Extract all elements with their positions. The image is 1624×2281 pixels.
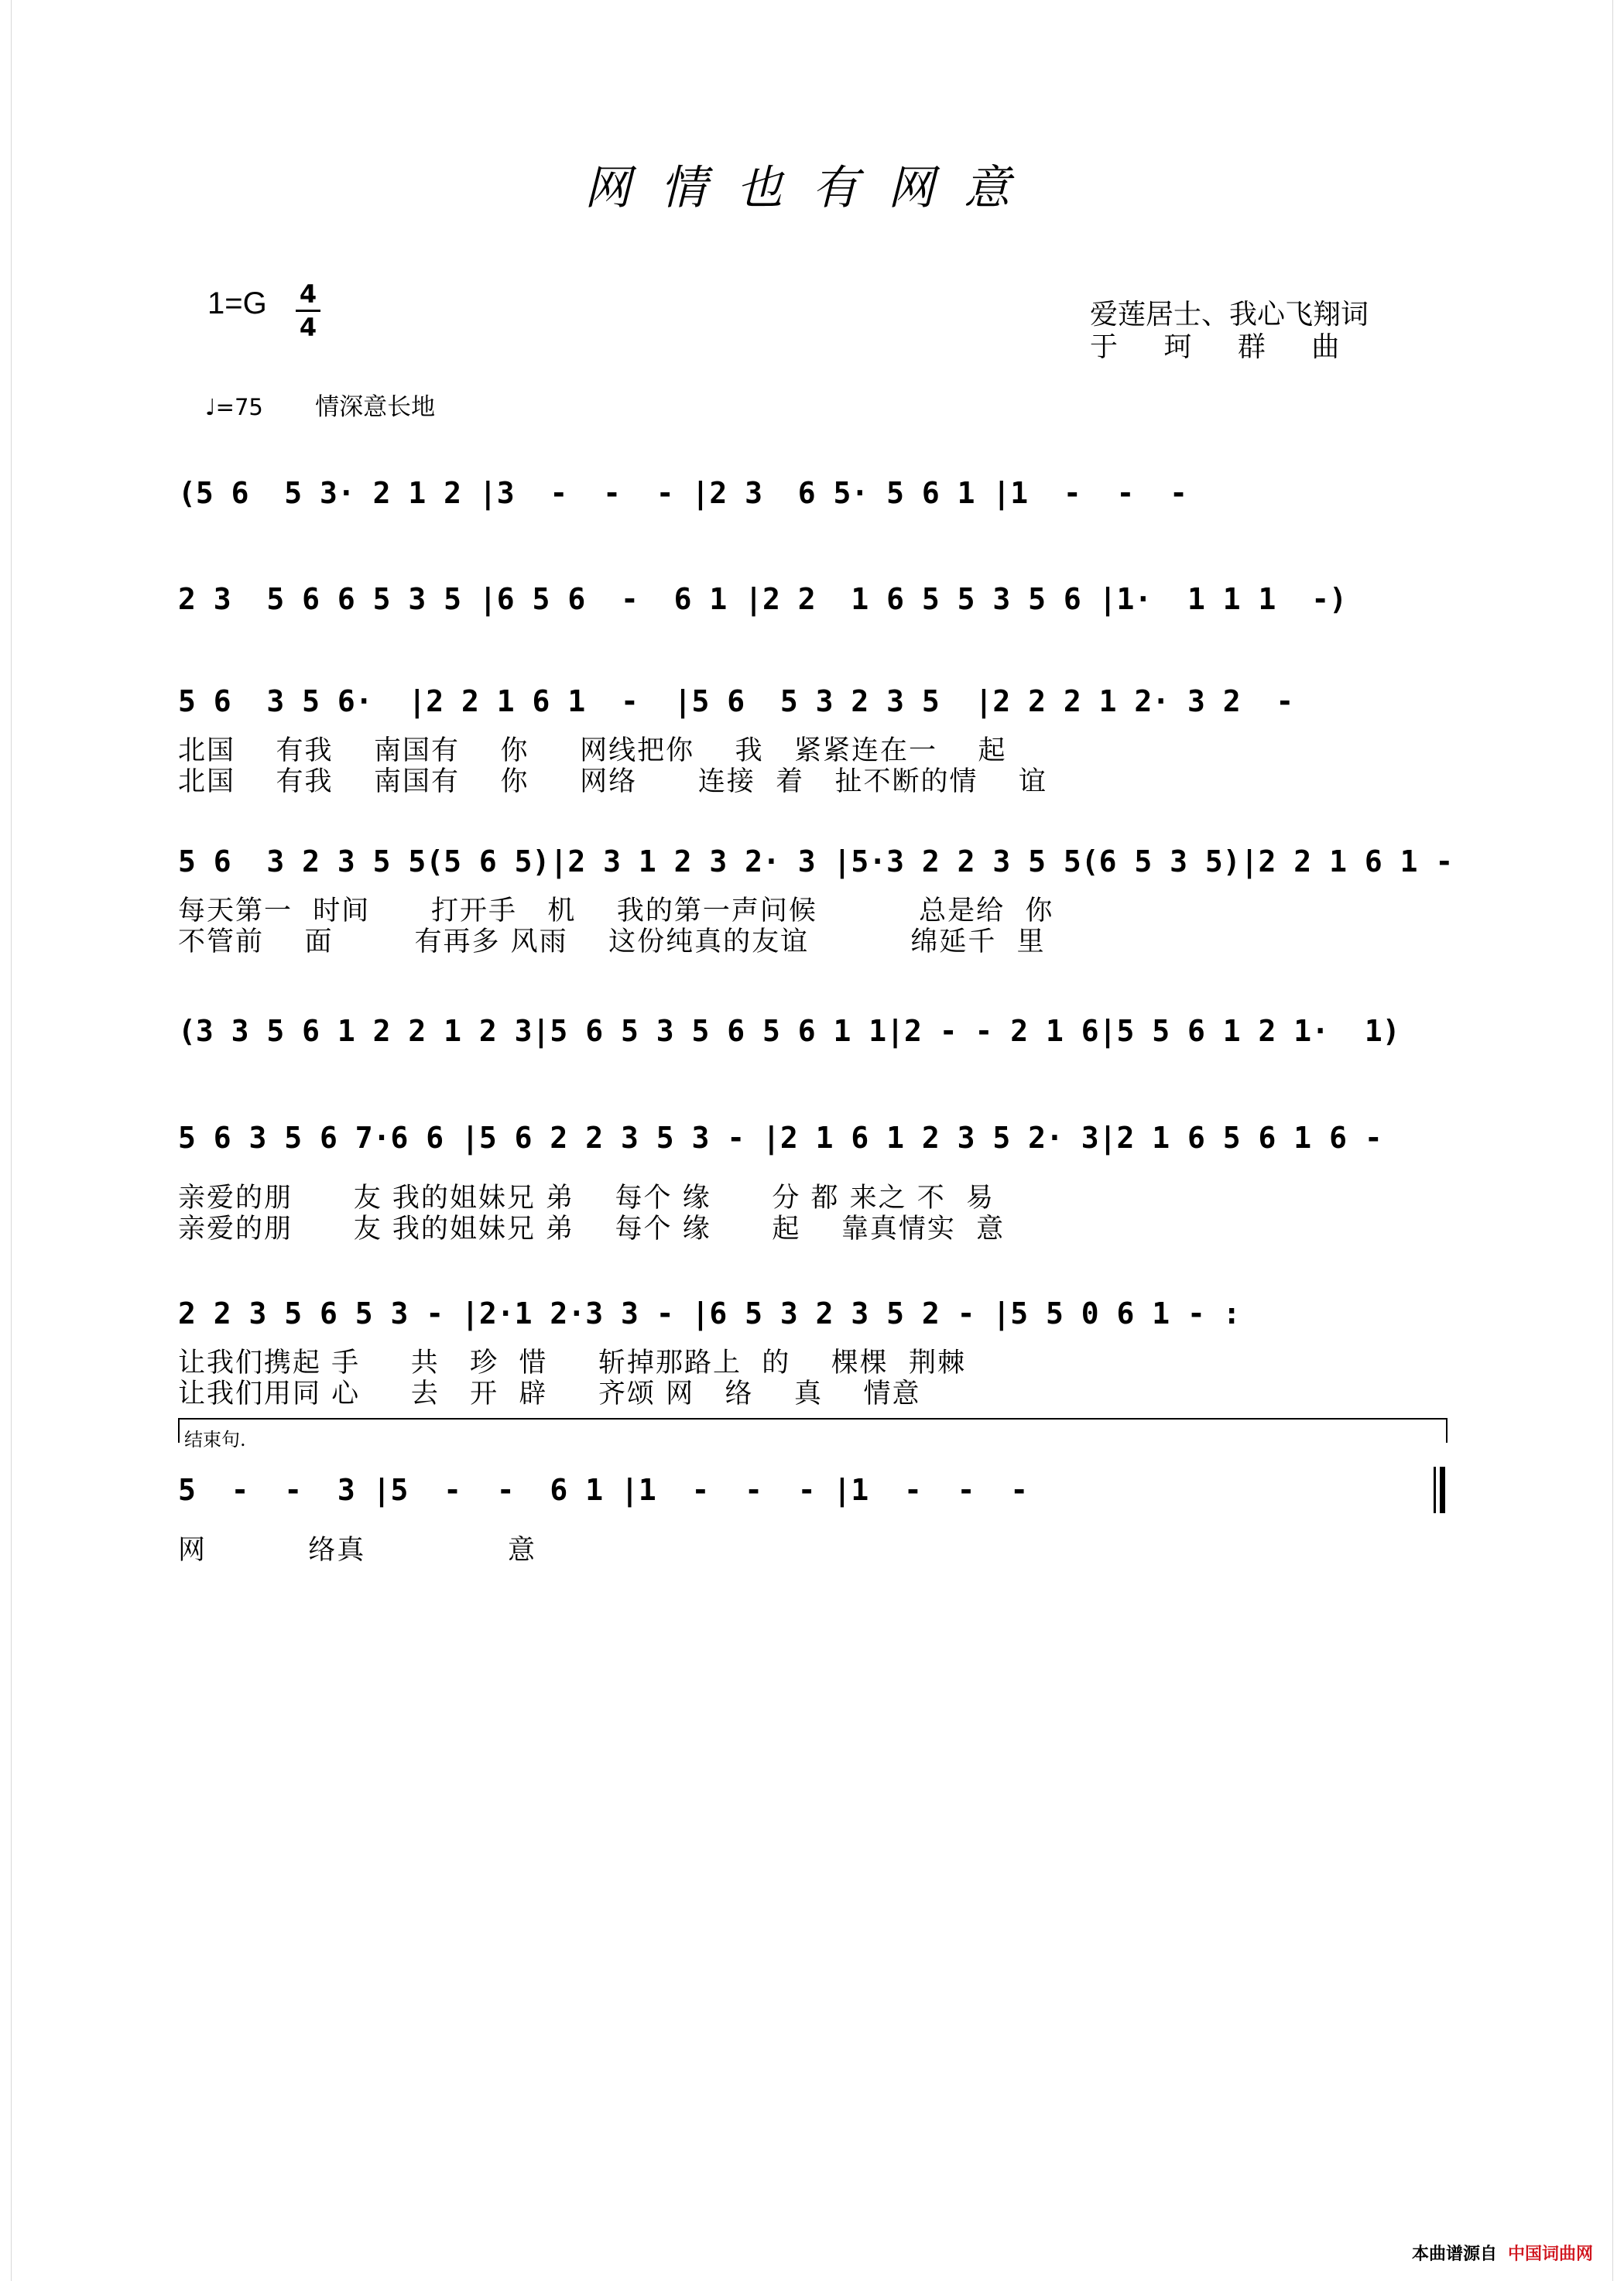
- lyric-verse-2: 亲爱的朋 友 我的姐妹兄 弟 每个 缘 起 靠真情实 意: [178, 1214, 1006, 1245]
- source-footer: [1412, 2241, 1593, 2265]
- left-margin-strip: [0, 0, 12, 2281]
- notes-line: 2 2 3 5 6 5 3 - |2·1 2·3 3 - |6 5 3 2 3 5 2 - |5 5 0 6 1 - :: [178, 1296, 1241, 1331]
- time-signature: [296, 280, 320, 341]
- ending-label: 结束句.: [184, 1429, 246, 1450]
- lyricist-credit: 爱莲居士、我心飞翔词: [1090, 299, 1369, 331]
- time-signature-top: 4: [299, 279, 317, 309]
- composer-credit: 于 珂 群 曲: [1090, 331, 1358, 363]
- lyric-verse-1: 每天第一 时间 打开手 机 我的第一声问候 总是给 你: [178, 896, 1054, 926]
- time-signature-bottom: 4: [299, 313, 317, 342]
- notes-line: 5 6 3 2 3 5 5(5 6 5)|2 3 1 2 3 2· 3 |5·3 2 2 3 5 5(6 5 3 5)|2 2 1 6 1 -: [178, 844, 1472, 878]
- key-signature: 1=G: [207, 286, 267, 320]
- final-barline-thick: [1440, 1467, 1445, 1513]
- expression-mark: 情深意长地: [315, 393, 436, 421]
- lyric-ending: 网 络真 意: [178, 1535, 537, 1566]
- source-site-link[interactable]: 中国词曲网: [1507, 2245, 1593, 2264]
- lyric-verse-2: 不管前 面 有再多 风雨 这份纯真的友谊 绵延千 里: [178, 926, 1046, 957]
- lyric-verse-1: 北国 有我 南国有 你 网线把你 我 紧紧连在一 起: [178, 735, 1007, 766]
- lyric-verse-1: 让我们携起 手 共 珍 惜 斩掉那路上 的 棵棵 荆棘: [178, 1348, 967, 1379]
- notes-line: 5 6 3 5 6· |2 2 1 6 1 - |5 6 5 3 2 3 5 |2 2 2 1 2· 3 2 -: [178, 684, 1312, 718]
- song-title: 网情也有网意: [584, 161, 1040, 215]
- notes-line: (5 6 5 3· 2 1 2 |3 - - - |2 3 6 5· 5 6 1 |1 - - -: [178, 476, 1205, 510]
- notes-line: 5 - - 3 |5 - - 6 1 |1 - - - |1 - - -: [178, 1473, 1047, 1507]
- notes-line: 2 3 5 6 6 5 3 5 |6 5 6 - 6 1 |2 2 1 6 5 5 3 5 6 |1· 1 1 1 -): [178, 582, 1347, 616]
- notes-line: (3 3 5 6 1 2 2 1 2 3|5 6 5 3 5 6 5 6 1 1|2 - - 2 1 6|5 5 6 1 2 1· 1): [178, 1014, 1400, 1048]
- lyric-verse-2: 北国 有我 南国有 你 网络 连接 着 扯不断的情 谊: [178, 766, 1048, 797]
- source-label: 本曲谱源自: [1411, 2245, 1497, 2264]
- tempo-line: [205, 387, 435, 422]
- right-margin-strip: [1612, 0, 1624, 2281]
- lyric-verse-1: 亲爱的朋 友 我的姐妹兄 弟 每个 缘 分 都 来之 不 易: [178, 1183, 995, 1214]
- notes-line: 5 6 3 5 6 7·6 6 |5 6 2 2 3 5 3 - |2 1 6 1 2 3 5 2· 3|2 1 6 5 6 1 6 -: [178, 1121, 1400, 1155]
- ending-bracket: [178, 1418, 1448, 1443]
- tempo-mark: ♩=75: [205, 394, 263, 420]
- final-barline-thin: [1434, 1467, 1436, 1513]
- lyric-verse-2: 让我们用同 心 去 开 辟 齐颂 网 络 真 情意: [178, 1379, 921, 1409]
